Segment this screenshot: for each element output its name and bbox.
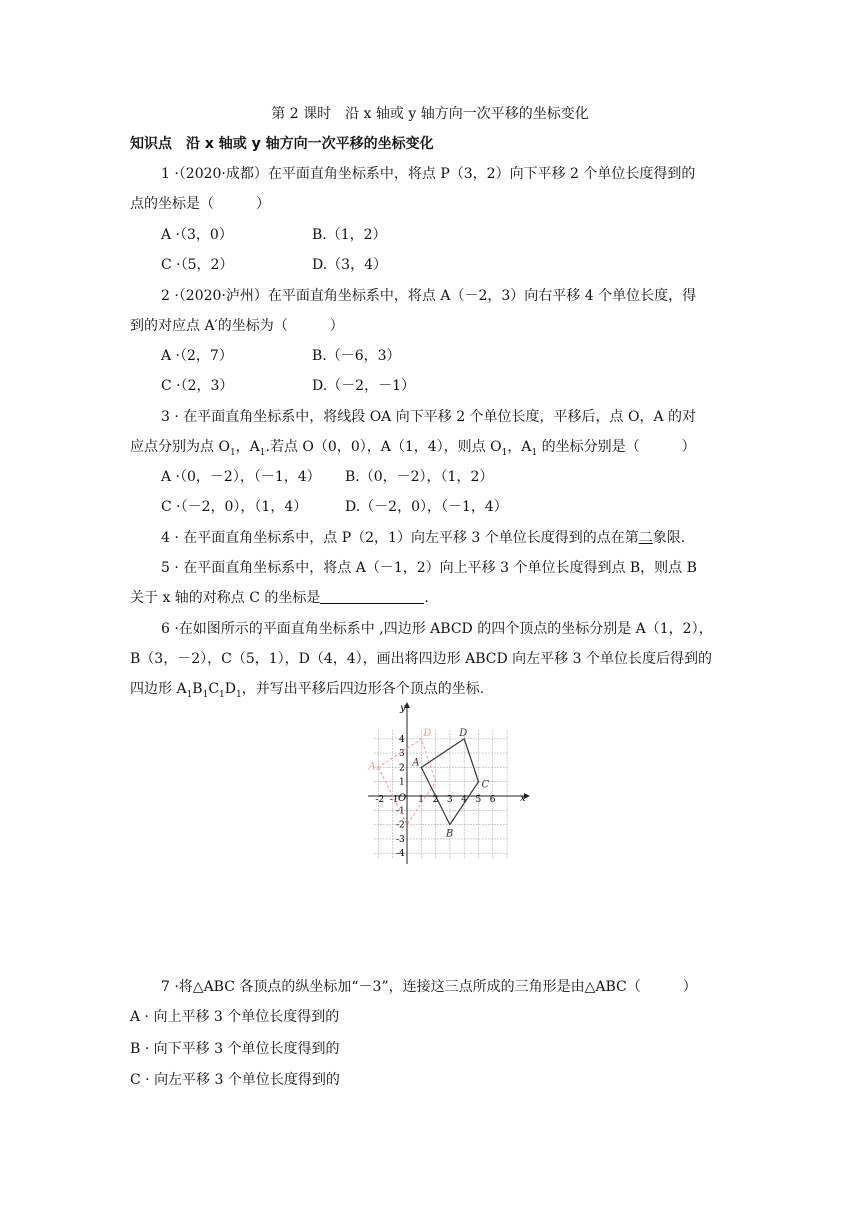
- x-tick-label: -2: [375, 795, 385, 805]
- y-tick-label: 4: [399, 734, 405, 745]
- section-heading: 知识点 沿 x 轴或 y 轴方向一次平移的坐标变化: [130, 136, 434, 152]
- q4-answer: 二: [638, 530, 653, 546]
- q1-option-a: A ·（3，0）: [161, 227, 233, 243]
- axes: [368, 702, 530, 864]
- y-tick-label: -2: [396, 820, 405, 831]
- vertex-label-a: A: [412, 757, 420, 769]
- vertex-label-d: D: [459, 727, 468, 739]
- q2-line1: 2 ·（2020·泸州）在平面直角坐标系中，将点 A（－2，3）向右平移 4 个单位长度，得: [161, 288, 697, 304]
- x-tick-label: 5: [475, 795, 482, 805]
- q3-line1: 3 · 在平面直角坐标系中，将线段 OA 向下平移 2 个单位长度，平移后，点 O，A 的对: [161, 409, 697, 425]
- q1-option-c: C ·（5，2）: [161, 257, 234, 273]
- vertex-label-b: B: [445, 828, 454, 840]
- q7-option-a: A · 向上平移 3 个单位长度得到的: [130, 1009, 340, 1025]
- x-axis-label: x: [520, 793, 526, 804]
- q3-line2: 应点分别为点 $O_1$，$A_1$.若点 O（0，0），A（1，4），则点 $O_1$，$A_1$ 的坐标分别是（ ）: [130, 439, 696, 458]
- x-tick-label: 3: [446, 795, 453, 805]
- y-tick-label: -4: [396, 849, 405, 860]
- x-tick-label: 1: [418, 795, 425, 805]
- q5-answer-blank[interactable]: [320, 589, 424, 604]
- q3-option-d: D.（－2，0），（－1，4）: [345, 499, 508, 515]
- y-tick-label: 1: [399, 777, 405, 788]
- q6-line1: 6 ·在如图所示的平面直角坐标系中 ,四边形 ABCD 的四个顶点的坐标分别是 A（1，2），: [161, 621, 713, 637]
- y-axis-label: y: [400, 703, 406, 714]
- origin-label: O: [398, 793, 407, 804]
- q6-line2: B（3，－2），C（5，1），D（4，4），画出将四边形 ABCD 向左平移 3 个单位长度后得到的: [130, 651, 712, 667]
- y-tick-label: -3: [396, 834, 405, 845]
- q5-line2: 关于 x 轴的对称点 C 的坐标是 .: [130, 590, 429, 606]
- q3-option-c: C ·（－2，0），（1，4）: [161, 499, 308, 515]
- vertex-label-a1: A₁: [368, 761, 380, 773]
- x-tick-label: 2: [432, 795, 439, 805]
- y-tick-label: 2: [399, 763, 405, 774]
- q7-line1: 7 ·将△ABC 各顶点的纵坐标加“－3”，连接这三点所成的三角形是由△ABC（ ）: [161, 979, 697, 995]
- q2-line2: 到的对应点 A′的坐标为（ ）: [130, 318, 344, 334]
- coordinate-graph: [362, 700, 532, 870]
- q4-line: 4 · 在平面直角坐标系中，点 P（2，1）向左平移 3 个单位长度得到的点在第二象限.: [161, 530, 686, 546]
- q7-option-c: C · 向左平移 3 个单位长度得到的: [130, 1072, 340, 1088]
- vertex-labels: [367, 728, 489, 840]
- q5-line1: 5 · 在平面直角坐标系中，将点 A（－1，2）向上平移 3 个单位长度得到点 B，则点 B: [161, 560, 697, 576]
- q1-line2: 点的坐标是（ ）: [130, 196, 270, 212]
- x-tick-label: 6: [489, 795, 496, 805]
- q2-option-b: B.（－6，3）: [312, 348, 401, 364]
- vertex-label-c: C: [481, 779, 490, 791]
- q1-option-b: B.（1，2）: [312, 227, 387, 243]
- q2-option-a: A ·（2，7）: [161, 348, 233, 364]
- x-tick-label: -1: [389, 795, 399, 805]
- q2-option-d: D.（－2，－1）: [312, 378, 415, 394]
- q6-line3: 四边形 $A_1B_1C_1D_1$，并写出平移后四边形各个顶点的坐标.: [130, 681, 485, 700]
- q7-option-b: B · 向下平移 3 个单位长度得到的: [130, 1041, 340, 1057]
- y-tick-label: -1: [396, 806, 405, 817]
- page-title: 第 2 课时 沿 x 轴或 y 轴方向一次平移的坐标变化: [271, 106, 589, 122]
- q2-option-c: C ·（2，3）: [161, 378, 234, 394]
- q3-option-a: A ·（0，－2），（－1，4）: [161, 469, 321, 485]
- q3-option-b: B.（0，－2），（1，2）: [345, 469, 494, 485]
- vertex-label-d1: D: [423, 727, 432, 739]
- y-tick-label: 3: [399, 749, 405, 760]
- q1-line1: 1 ·（2020·成都）在平面直角坐标系中，将点 P（3，2）向下平移 2 个单位长度得到的: [161, 166, 696, 182]
- q1-option-d: D.（3，4）: [312, 257, 387, 273]
- x-tick-label: 4: [461, 795, 467, 805]
